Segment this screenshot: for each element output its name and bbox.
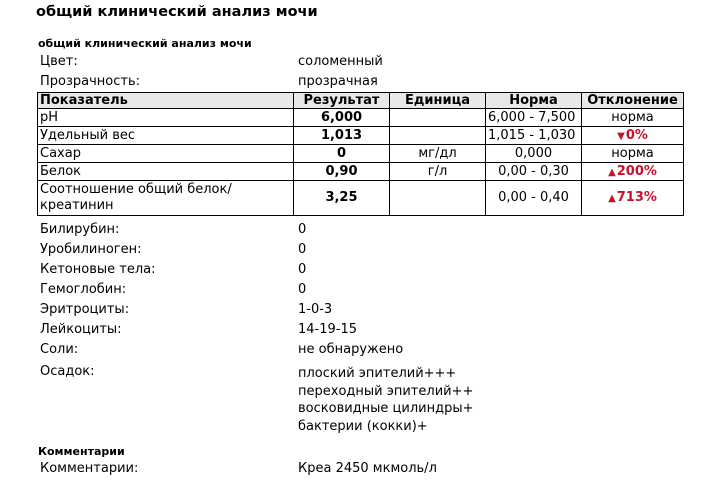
- deviation-value: норма: [611, 110, 654, 125]
- row-norm: 6,000 - 7,500: [486, 109, 582, 127]
- row-result: 0,90: [294, 163, 390, 181]
- table-row: [38, 109, 684, 127]
- row-result: 1,013: [294, 127, 390, 145]
- results-table: [37, 92, 684, 216]
- row-unit: [390, 181, 486, 216]
- up-triangle-icon: ▲: [608, 192, 616, 204]
- bilirubin-label: Билирубин:: [40, 222, 120, 237]
- row-deviation: [582, 145, 684, 163]
- row-deviation: [582, 109, 684, 127]
- row-unit: [390, 127, 486, 145]
- salts-label: Соли:: [40, 342, 79, 357]
- color-label: Цвет:: [40, 54, 78, 69]
- header-indicator: Показатель: [38, 93, 294, 109]
- header-result: Результат: [294, 93, 390, 109]
- page-title: общий клинический анализ мочи: [36, 4, 318, 20]
- comments-label: Комментарии:: [40, 461, 139, 476]
- header-norm: Норма: [486, 93, 582, 109]
- row-deviation: [582, 163, 684, 181]
- up-triangle-icon: ▲: [608, 166, 616, 178]
- row-deviation: [582, 181, 684, 216]
- sediment-item: бактерии (кокки)+: [298, 418, 428, 434]
- sediment-item: переходный эпителий++: [298, 383, 474, 399]
- urobilinogen-value: 0: [298, 242, 307, 257]
- row-name: pH: [38, 109, 294, 127]
- section-title: общий клинический анализ мочи: [38, 37, 252, 50]
- deviation-value: норма: [611, 146, 654, 161]
- color-value: соломенный: [298, 54, 383, 69]
- comments-section-title: Комментарии: [38, 445, 125, 458]
- table-header-row: [38, 93, 684, 109]
- erythrocytes-label: Эритроциты:: [40, 302, 130, 317]
- down-triangle-icon: ▼: [617, 130, 625, 142]
- erythrocytes-value: 1-0-3: [298, 302, 333, 317]
- hemoglobin-label: Гемоглобин:: [40, 282, 127, 297]
- header-unit: Единица: [390, 93, 486, 109]
- bilirubin-value: 0: [298, 222, 307, 237]
- row-name: Соотношение общий белок/креатинин: [38, 181, 294, 216]
- sediment-item: плоский эпителий+++: [298, 366, 457, 381]
- ketones-value: 0: [298, 262, 307, 277]
- leukocytes-value: 14-19-15: [298, 322, 358, 337]
- table-row: [38, 163, 684, 181]
- row-norm: 1,015 - 1,030: [486, 127, 582, 145]
- clarity-value: прозрачная: [298, 74, 378, 89]
- urobilinogen-label: Уробилиноген:: [40, 242, 142, 257]
- row-name: Удельный вес: [38, 127, 294, 145]
- row-name: Белок: [38, 163, 294, 181]
- row-deviation: [582, 127, 684, 145]
- row-norm: 0,000: [486, 145, 582, 163]
- header-deviation: Отклонение: [582, 93, 684, 109]
- table-row: [38, 181, 684, 216]
- leukocytes-label: Лейкоциты:: [40, 322, 122, 337]
- row-norm: 0,00 - 0,30: [486, 163, 582, 181]
- row-unit: мг/дл: [390, 145, 486, 163]
- row-result: 0: [294, 145, 390, 163]
- table-row: [38, 127, 684, 145]
- row-norm: 0,00 - 0,40: [486, 181, 582, 216]
- sediment-item: восковидные цилиндры+: [298, 401, 474, 416]
- row-unit: г/л: [390, 163, 486, 181]
- comments-value: Креа 2450 мкмоль/л: [298, 461, 437, 476]
- row-unit: [390, 109, 486, 127]
- clarity-label: Прозрачность:: [40, 74, 141, 89]
- row-name: Сахар: [38, 145, 294, 163]
- row-result: 6,000: [294, 109, 390, 127]
- ketones-label: Кетоновые тела:: [40, 262, 156, 277]
- sediment-label: Осадок:: [40, 364, 95, 379]
- sediment-list: [298, 365, 474, 435]
- hemoglobin-value: 0: [298, 282, 307, 297]
- table-row: [38, 145, 684, 163]
- deviation-value: 713%: [616, 189, 657, 205]
- salts-value: не обнаружено: [298, 342, 404, 357]
- deviation-value: 0%: [625, 127, 648, 143]
- row-result: 3,25: [294, 181, 390, 216]
- deviation-value: 200%: [616, 163, 657, 179]
